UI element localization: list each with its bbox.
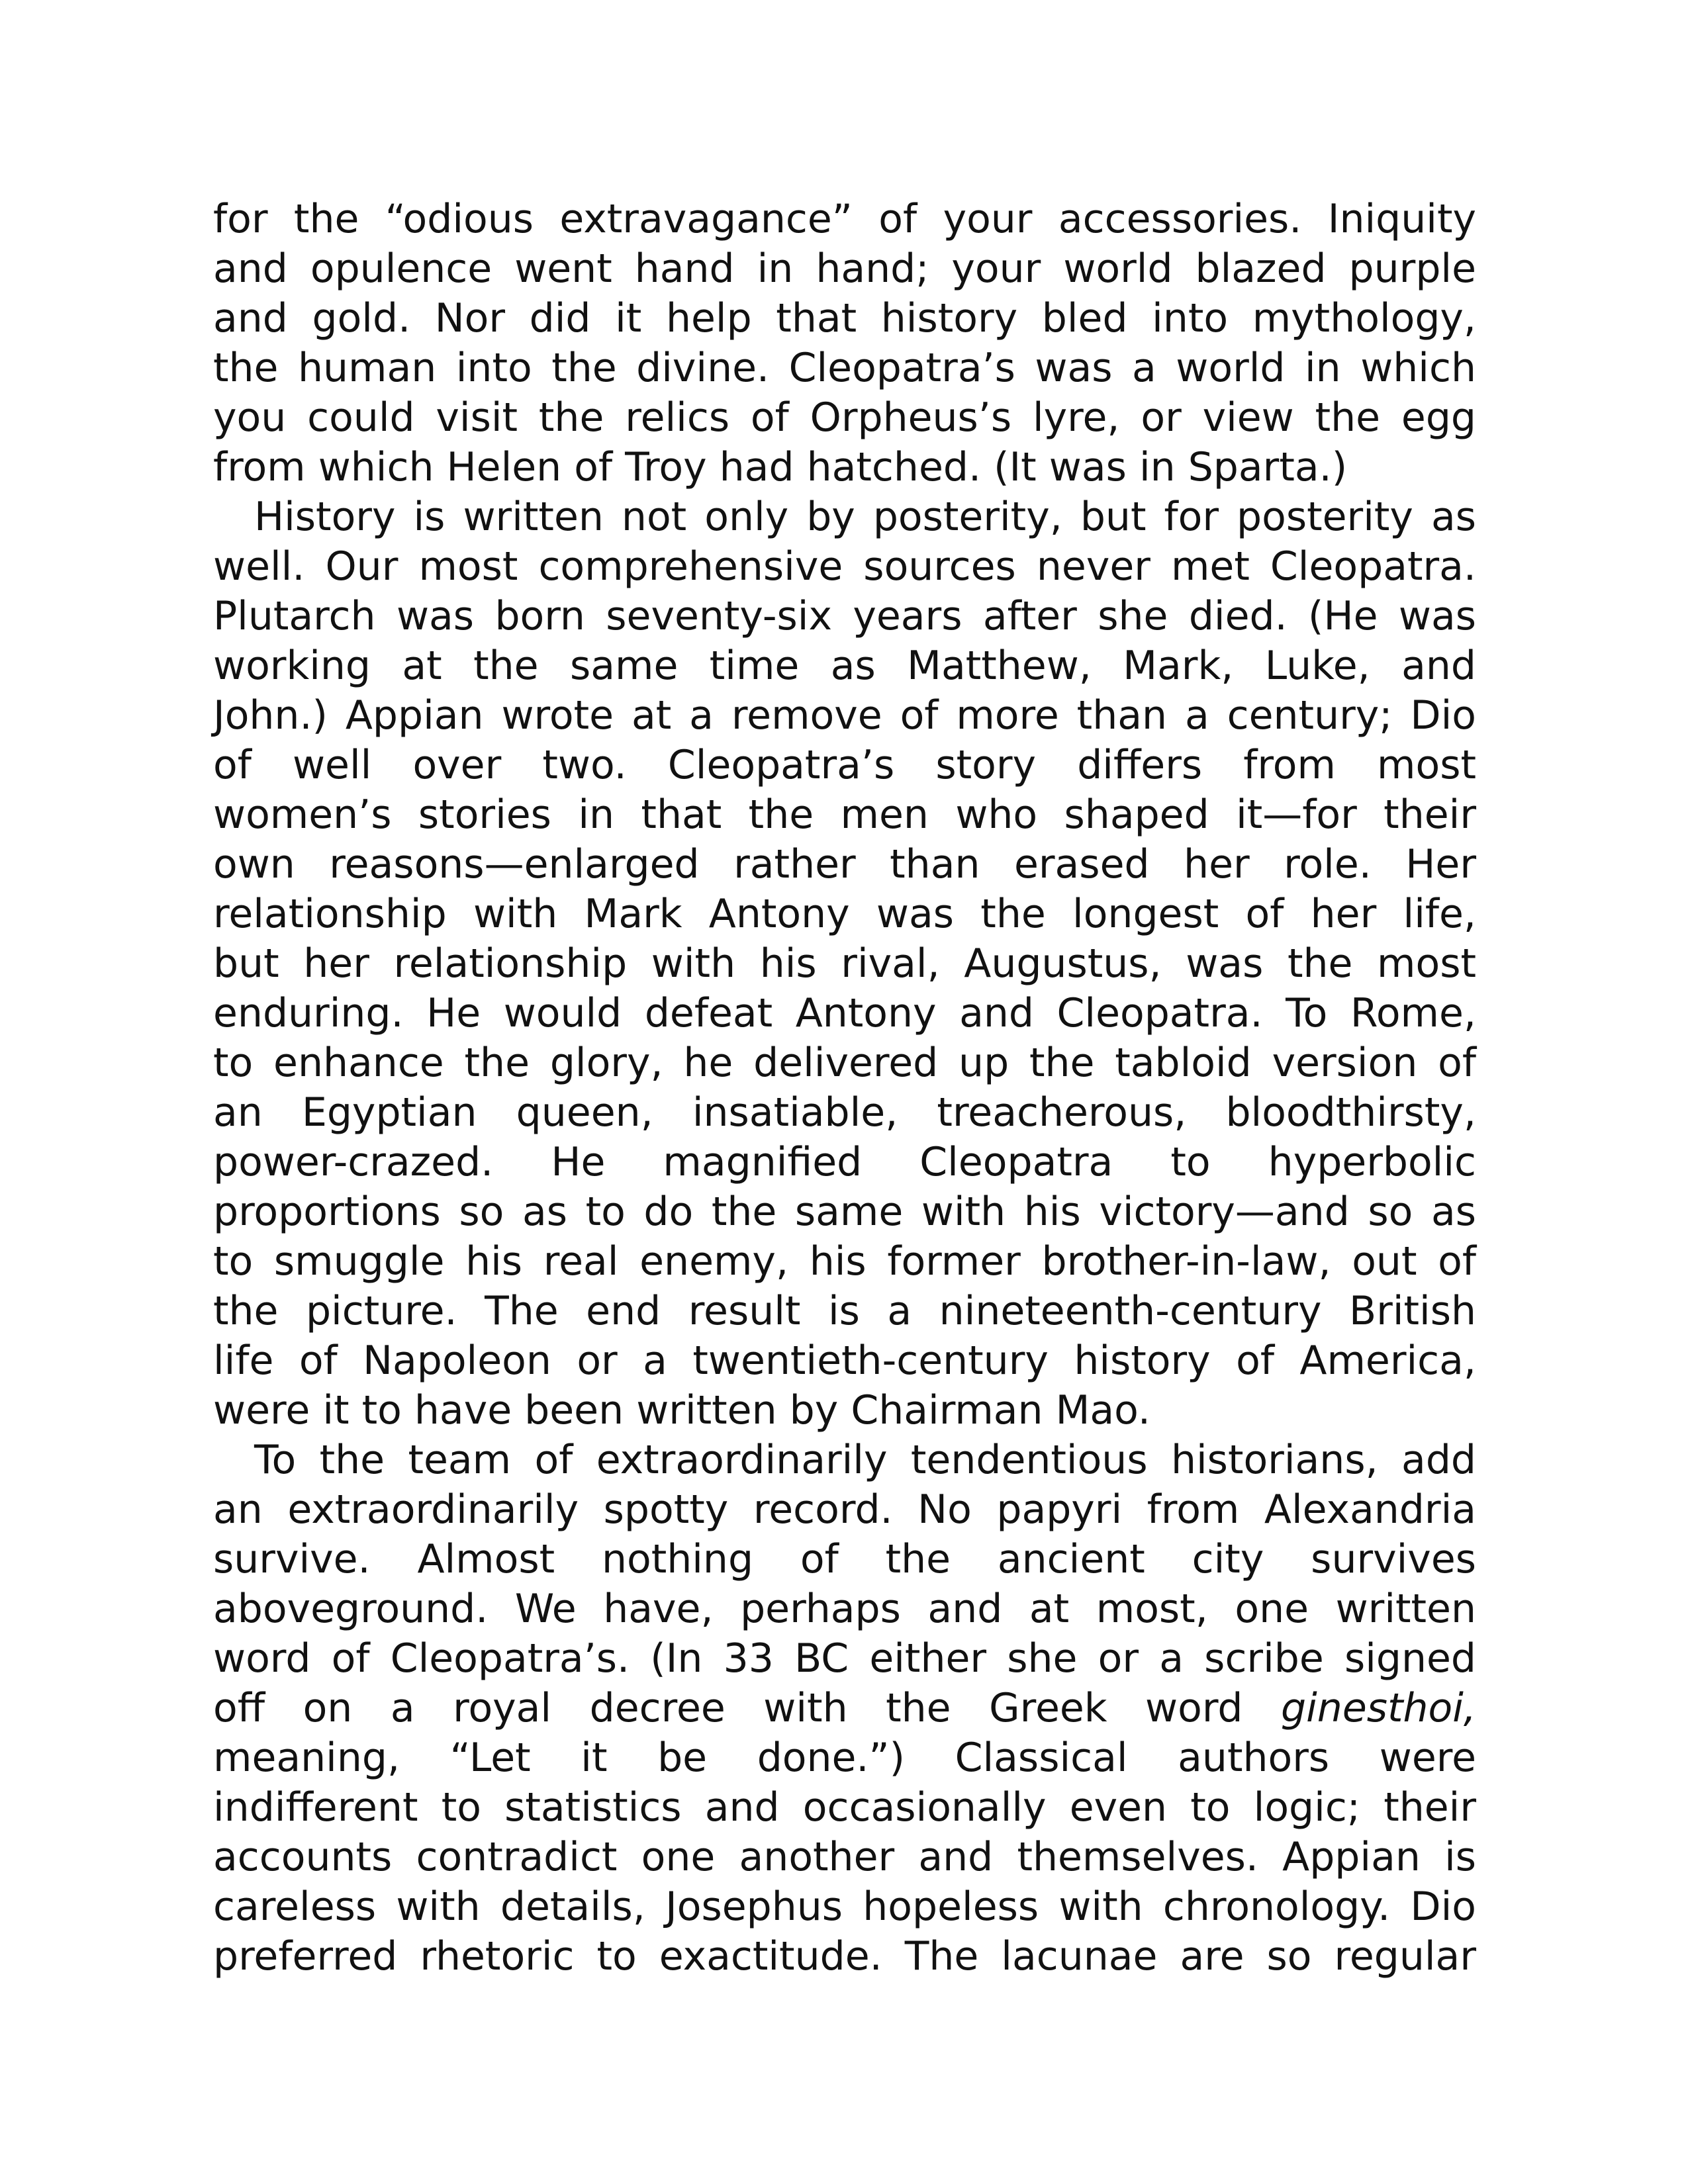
italic-word: ginesthoi, (1281, 1685, 1476, 1731)
text-line: indifferent to statistics and occasionally even to logic; their (213, 1784, 1476, 1831)
text-line: an Egyptian queen, insatiable, treacherous, bloodthirsty, (213, 1089, 1476, 1136)
text-line: word of Cleopatra’s. (In 33 BC either she or a scribe signed (213, 1635, 1476, 1682)
text-line: you could visit the relics of Orpheus’s lyre, or view the egg (213, 394, 1476, 441)
text-line: and opulence went hand in hand; your world blazed purple (213, 246, 1476, 292)
text-line: life of Napoleon or a twentieth-century history of America, (213, 1338, 1476, 1384)
text-line: John.) Appian wrote at a remove of more than a century; Dio (213, 692, 1476, 739)
text-line: the human into the divine. Cleopatra’s was a world in which (213, 345, 1476, 391)
text-line: accounts contradict one another and themselves. Appian is (213, 1834, 1476, 1880)
text-line: were it to have been written by Chairman Mao. (213, 1387, 1150, 1433)
text-line: Plutarch was born seventy-six years after she died. (He was (213, 593, 1476, 639)
text-line: the picture. The end result is a nineteenth-century British (213, 1288, 1476, 1334)
text-line: of well over two. Cleopatra’s story differs from most (213, 742, 1476, 788)
text-line: for the “odious extravagance” of your accessories. Iniquity (213, 196, 1476, 242)
text-segment: off on a royal decree with the Greek word (213, 1685, 1282, 1731)
text-line: careless with details, Josephus hopeless with chronology. Dio (213, 1884, 1476, 1930)
text-line: proportions so as to do the same with his victory—and so as (213, 1189, 1476, 1235)
text-line: power-crazed. He magnified Cleopatra to hyperbolic (213, 1139, 1476, 1185)
text-line: aboveground. We have, perhaps and at most, one written (213, 1586, 1476, 1632)
text-line: preferred rhetoric to exactitude. The lacunae are so regular (213, 1933, 1476, 1979)
paragraph (213, 195, 1476, 492)
text-line: meaning, “Let it be done.”) Classical authors were (213, 1735, 1476, 1781)
body-text (213, 195, 1476, 1981)
text-line: but her relationship with his rival, Augustus, was the most (213, 940, 1476, 987)
text-line: own reasons—enlarged rather than erased her role. Her (213, 841, 1476, 887)
text-line: an extraordinarily spotty record. No papyri from Alexandria (213, 1486, 1476, 1533)
text-line: enduring. He would defeat Antony and Cleopatra. To Rome, (213, 990, 1476, 1036)
text-line: relationship with Mark Antony was the longest of her life, (213, 891, 1476, 937)
text-line: to enhance the glory, he delivered up the tabloid version of (213, 1040, 1476, 1086)
text-line: To the team of extraordinarily tendentious historians, add (254, 1437, 1476, 1483)
text-line (213, 1684, 1476, 1733)
text-line: survive. Almost nothing of the ancient city survives (213, 1536, 1476, 1582)
text-line: from which Helen of Troy had hatched. (It was in Sparta.) (213, 444, 1348, 490)
paragraph (213, 492, 1476, 1435)
text-line: History is written not only by posterity, but for posterity as (254, 494, 1476, 540)
paragraph (213, 1435, 1476, 1981)
text-line: working at the same time as Matthew, Mark, Luke, and (213, 643, 1476, 689)
text-line: women’s stories in that the men who shaped it—for their (213, 792, 1476, 838)
text-line: and gold. Nor did it help that history bled into mythology, (213, 295, 1476, 341)
text-line: to smuggle his real enemy, his former brother-in-law, out of (213, 1238, 1476, 1285)
text-line: well. Our most comprehensive sources never met Cleopatra. (213, 543, 1476, 590)
